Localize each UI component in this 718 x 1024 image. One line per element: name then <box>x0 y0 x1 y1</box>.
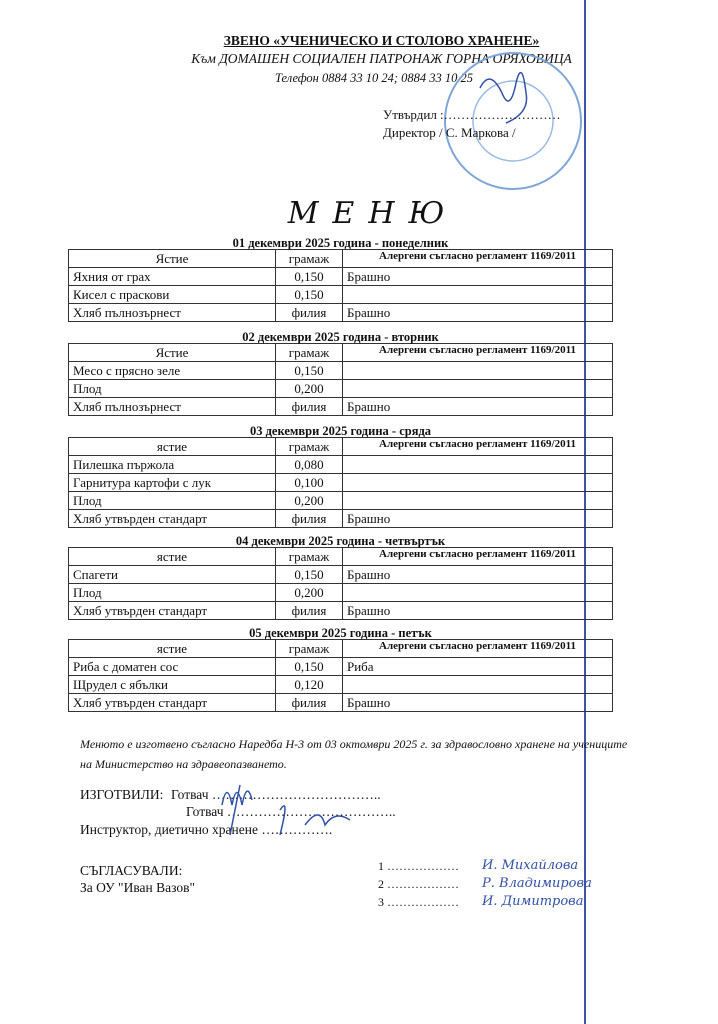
col-allergens-header: Алергени съгласно регламент 1169/2011 <box>343 438 613 456</box>
cook-2-line: Готвач ……………………………….. <box>186 804 396 819</box>
table-row <box>69 566 613 584</box>
day-title: 01 декември 2025 година - понеделник <box>232 236 449 250</box>
dish-name: Плод <box>69 492 276 510</box>
day-title: 03 декември 2025 година - сряда <box>249 424 432 438</box>
signature-3: И. Димитрова <box>482 894 584 909</box>
day-title: 05 декември 2025 година - петък <box>249 626 432 640</box>
table-header-row <box>69 250 613 268</box>
table-row <box>69 492 613 510</box>
menu-table <box>68 249 613 322</box>
col-weight-header: грамаж <box>276 640 343 658</box>
table-row <box>69 362 613 380</box>
dish-weight: филия <box>276 602 343 620</box>
dish-name: Спагети <box>69 566 276 584</box>
instructor-line: Инструктор, диетично хранене ……………. <box>80 822 333 837</box>
dish-weight: 0,200 <box>276 584 343 602</box>
dish-weight: филия <box>276 694 343 712</box>
table-row <box>69 380 613 398</box>
school-name: За ОУ "Иван Вазов" <box>80 880 195 895</box>
official-stamp <box>440 48 590 198</box>
menu-title: МЕНЮ <box>287 196 459 231</box>
dish-weight: 0,080 <box>276 456 343 474</box>
col-allergens-header: Алергени съгласно регламент 1169/2011 <box>343 640 613 658</box>
dish-allergens <box>343 380 613 398</box>
dish-weight: 0,150 <box>276 268 343 286</box>
dish-name: Щрудел с ябълки <box>69 676 276 694</box>
signature-1: И. Михайлова <box>482 858 579 873</box>
menu-table <box>68 343 613 416</box>
dish-weight: филия <box>276 510 343 528</box>
day-menu-3 <box>68 425 613 528</box>
col-dish-header: ястие <box>69 438 276 456</box>
col-allergens-header: Алергени съгласно регламент 1169/2011 <box>343 548 613 566</box>
menu-table <box>68 547 613 620</box>
dish-allergens: Брашно <box>343 398 613 416</box>
day-title: 02 декември 2025 година - вторник <box>242 330 439 344</box>
col-dish-header: Ястие <box>69 344 276 362</box>
menu-table <box>68 437 613 528</box>
approved-by: Утвърдил :……………………… <box>383 107 561 122</box>
col-weight-header: грамаж <box>276 548 343 566</box>
dish-name: Месо с прясно зеле <box>69 362 276 380</box>
col-weight-header: грамаж <box>276 438 343 456</box>
dish-allergens: Брашно <box>343 304 613 322</box>
agreed-label: СЪГЛАСУВАЛИ: <box>80 863 183 878</box>
day-title: 04 декември 2025 година - четвъртък <box>235 534 446 548</box>
dish-allergens: Брашно <box>343 268 613 286</box>
dish-weight: 0,150 <box>276 362 343 380</box>
dish-name: Яхния от грах <box>69 268 276 286</box>
dish-allergens: Брашно <box>343 510 613 528</box>
dish-weight: 0,120 <box>276 676 343 694</box>
col-dish-header: ястие <box>69 640 276 658</box>
cook-1-line: Готвач ……………………………….. <box>171 787 381 802</box>
dish-allergens <box>343 286 613 304</box>
phone: Телефон 0884 33 10 24; 0884 33 10 25 <box>274 71 474 85</box>
dish-weight: 0,200 <box>276 380 343 398</box>
dish-weight: 0,200 <box>276 492 343 510</box>
table-row <box>69 658 613 676</box>
day-menu-5 <box>68 627 613 712</box>
dish-name: Хляб пълнозърнест <box>69 398 276 416</box>
dish-weight: 0,150 <box>276 658 343 676</box>
dish-name: Хляб утвърден стандарт <box>69 602 276 620</box>
table-row <box>69 694 613 712</box>
day-menu-1 <box>68 237 613 322</box>
col-weight-header: грамаж <box>276 250 343 268</box>
col-allergens-header: Алергени съгласно регламент 1169/2011 <box>343 344 613 362</box>
dish-name: Хляб пълнозърнест <box>69 304 276 322</box>
dish-allergens <box>343 362 613 380</box>
dish-weight: 0,150 <box>276 566 343 584</box>
dish-allergens: Брашно <box>343 694 613 712</box>
day-menu-2 <box>68 331 613 416</box>
dish-name: Плод <box>69 380 276 398</box>
dish-name: Плод <box>69 584 276 602</box>
dish-allergens <box>343 456 613 474</box>
dish-name: Хляб утвърден стандарт <box>69 694 276 712</box>
table-row <box>69 474 613 492</box>
regulation-note: Менюто е изготвено съгласно Наредба Н-3 от 03 октомври 2025 г. за здравословно хранене на учениците на Министерство на здравеопазването. <box>80 737 628 771</box>
agreed-line-3: 3 ……………… <box>378 895 459 909</box>
dish-name: Кисел с праскови <box>69 286 276 304</box>
dish-allergens <box>343 474 613 492</box>
table-row <box>69 286 613 304</box>
dish-weight: филия <box>276 398 343 416</box>
col-dish-header: ястие <box>69 548 276 566</box>
day-menu-4 <box>68 535 613 620</box>
table-row <box>69 398 613 416</box>
dish-name: Риба с доматен сос <box>69 658 276 676</box>
dish-name: Гарнитура картофи с лук <box>69 474 276 492</box>
table-header-row <box>69 438 613 456</box>
prepared-signatures-icon <box>210 775 370 845</box>
dish-allergens <box>343 492 613 510</box>
col-weight-header: грамаж <box>276 344 343 362</box>
dish-name: Хляб утвърден стандарт <box>69 510 276 528</box>
dish-allergens: Риба <box>343 658 613 676</box>
table-row <box>69 584 613 602</box>
director-name: Директор / С. Маркова / <box>383 125 516 140</box>
dish-allergens <box>343 676 613 694</box>
menu-table <box>68 639 613 712</box>
dish-weight: 0,150 <box>276 286 343 304</box>
table-header-row <box>69 548 613 566</box>
org-name: ЗВЕНО «УЧЕНИЧЕСКО И СТОЛОВО ХРАНЕНЕ» <box>223 33 540 48</box>
table-row <box>69 304 613 322</box>
dish-allergens: Брашно <box>343 602 613 620</box>
table-row <box>69 456 613 474</box>
col-allergens-header: Алергени съгласно регламент 1169/2011 <box>343 250 613 268</box>
table-header-row <box>69 344 613 362</box>
agreed-line-1: 1 ……………… <box>378 859 459 873</box>
dish-weight: филия <box>276 304 343 322</box>
table-row <box>69 510 613 528</box>
table-row <box>69 268 613 286</box>
agreed-line-2: 2 ……………… <box>378 877 459 891</box>
table-header-row <box>69 640 613 658</box>
dish-allergens: Брашно <box>343 566 613 584</box>
parent-org: Към ДОМАШЕН СОЦИАЛЕН ПАТРОНАЖ ГОРНА ОРЯХОВИЦА <box>191 51 572 66</box>
col-dish-header: Ястие <box>69 250 276 268</box>
table-row <box>69 676 613 694</box>
table-row <box>69 602 613 620</box>
signature-2: Р. Владимирова <box>482 876 592 891</box>
prepared-label: ИЗГОТВИЛИ: <box>80 787 164 802</box>
dish-weight: 0,100 <box>276 474 343 492</box>
dish-name: Пилешка пържола <box>69 456 276 474</box>
dish-allergens <box>343 584 613 602</box>
